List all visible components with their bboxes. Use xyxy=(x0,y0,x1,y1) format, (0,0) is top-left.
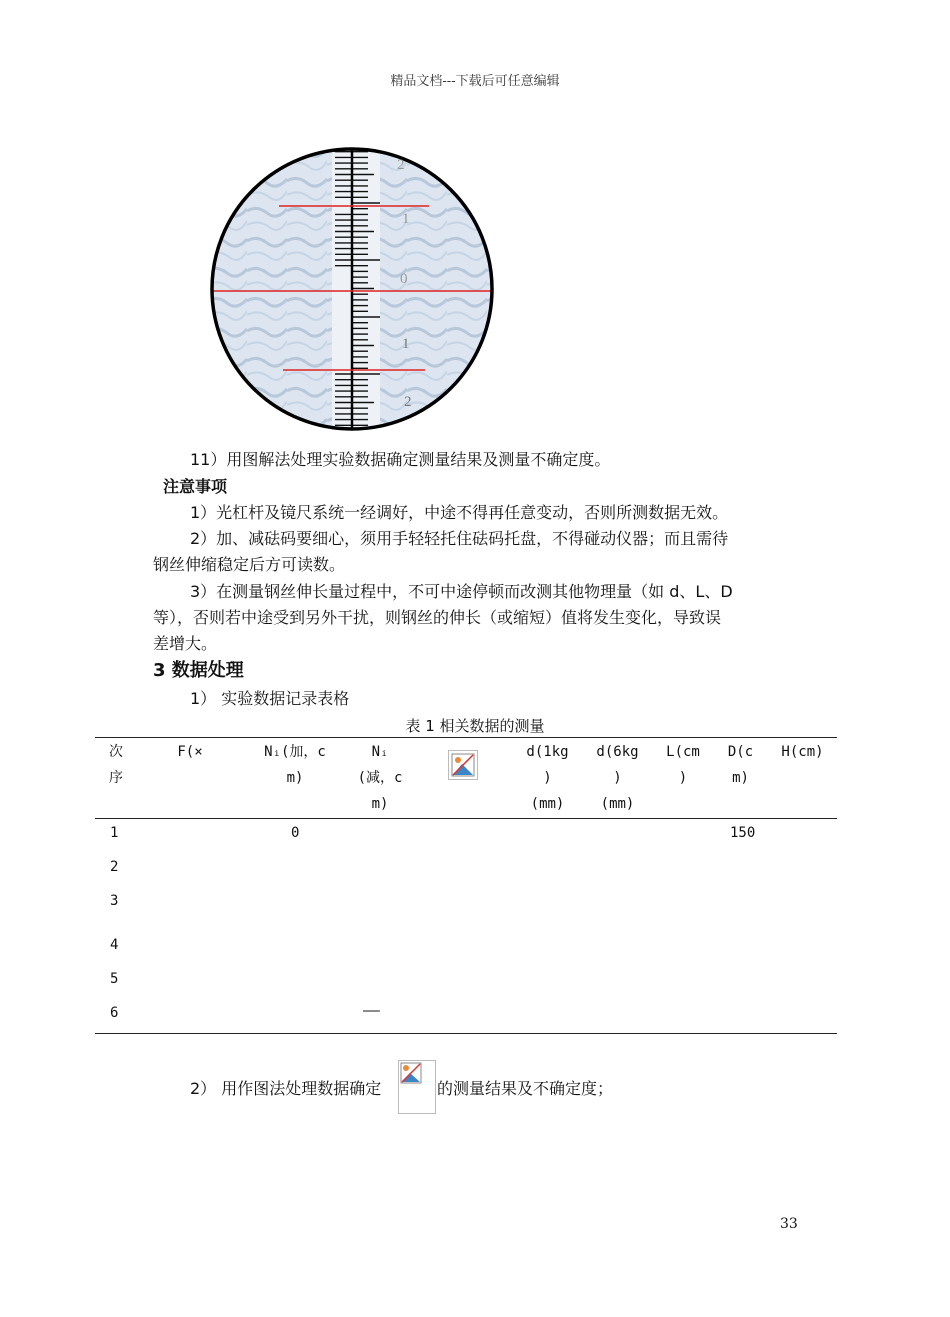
scale-label-2-bottom: 2 xyxy=(404,394,412,410)
table-row-6-index: 6 xyxy=(110,1005,119,1021)
page-number: 33 xyxy=(780,1216,798,1232)
col-header-H: H(cm) xyxy=(781,744,824,760)
table-row-4-index: 4 xyxy=(110,937,119,953)
note-2: 2）加、减砝码要细心，须用手轻轻托住砝码托盘，不得碰动仪器；而且需待 xyxy=(190,529,729,548)
col-header-n-sub: Nᵢ (减，c m) xyxy=(357,744,403,812)
col-header-L: L(cm ) xyxy=(666,744,700,786)
col-header-order: 次 序 xyxy=(109,744,123,786)
note-3: 3）在测量钢丝伸长量过程中，不可中途停顿而改测其他物理量（如 d、L、D xyxy=(190,582,733,601)
scale-label-0: 0 xyxy=(400,271,408,287)
scale-label-1-bottom: 1 xyxy=(402,336,410,352)
table-row-1-n-add: 0 xyxy=(291,825,300,841)
col-header-d1kg: d(1kg ) (mm) xyxy=(526,744,569,812)
note-3-cont2: 差增大。 xyxy=(153,634,218,653)
table-row-1-D: 150 xyxy=(730,825,756,841)
col-header-D: D(c m) xyxy=(727,744,754,786)
note-1: 1）光杠杆及镜尺系统一经调好，中途不得再任意变动，否则所测数据无效。 xyxy=(190,503,729,522)
step-11-text: 11）用图解法处理实验数据确定测量结果及测量不确定度。 xyxy=(190,450,611,469)
subsection-2-text-before: 2） 用作图法处理数据确定 xyxy=(190,1079,382,1098)
telescope-scale-figure xyxy=(207,141,497,434)
notes-heading: 注意事项 xyxy=(163,477,228,496)
table-bottom-rule xyxy=(95,1033,837,1034)
col-header-force: F(× xyxy=(177,744,203,760)
table-header-rule xyxy=(95,818,837,819)
table-row-6-n-sub: —— xyxy=(363,1003,380,1019)
subsection-1: 1） 实验数据记录表格 xyxy=(190,689,350,708)
note-2-cont: 钢丝伸缩稳定后方可读数。 xyxy=(153,555,346,574)
subsection-2-text-after: 的测量结果及不确定度； xyxy=(437,1079,614,1098)
scale-label-2-top: 2 xyxy=(397,157,405,173)
col-header-d6kg: d(6kg ) (mm) xyxy=(596,744,639,812)
table-top-rule xyxy=(95,737,837,738)
table-row-3-index: 3 xyxy=(110,893,119,909)
table-row-2-index: 2 xyxy=(110,859,119,875)
inline-image-placeholder-icon xyxy=(398,1060,436,1114)
col-header-n-add: Nᵢ(加，c m) xyxy=(264,744,326,786)
page-header: 精品文档---下载后可任意编辑 xyxy=(390,74,560,89)
table-caption: 表 1 相关数据的测量 xyxy=(405,717,545,735)
scale-label-1-top: 1 xyxy=(402,211,410,227)
table-row-5-index: 5 xyxy=(110,971,119,987)
note-3-cont: 等），否则若中途受到另外干扰，则钢丝的伸长（或缩短）值将发生变化，导致误 xyxy=(153,608,722,627)
image-placeholder-icon xyxy=(448,750,478,780)
section-title: 3 数据处理 xyxy=(153,660,244,681)
table-row-1-index: 1 xyxy=(110,825,119,841)
